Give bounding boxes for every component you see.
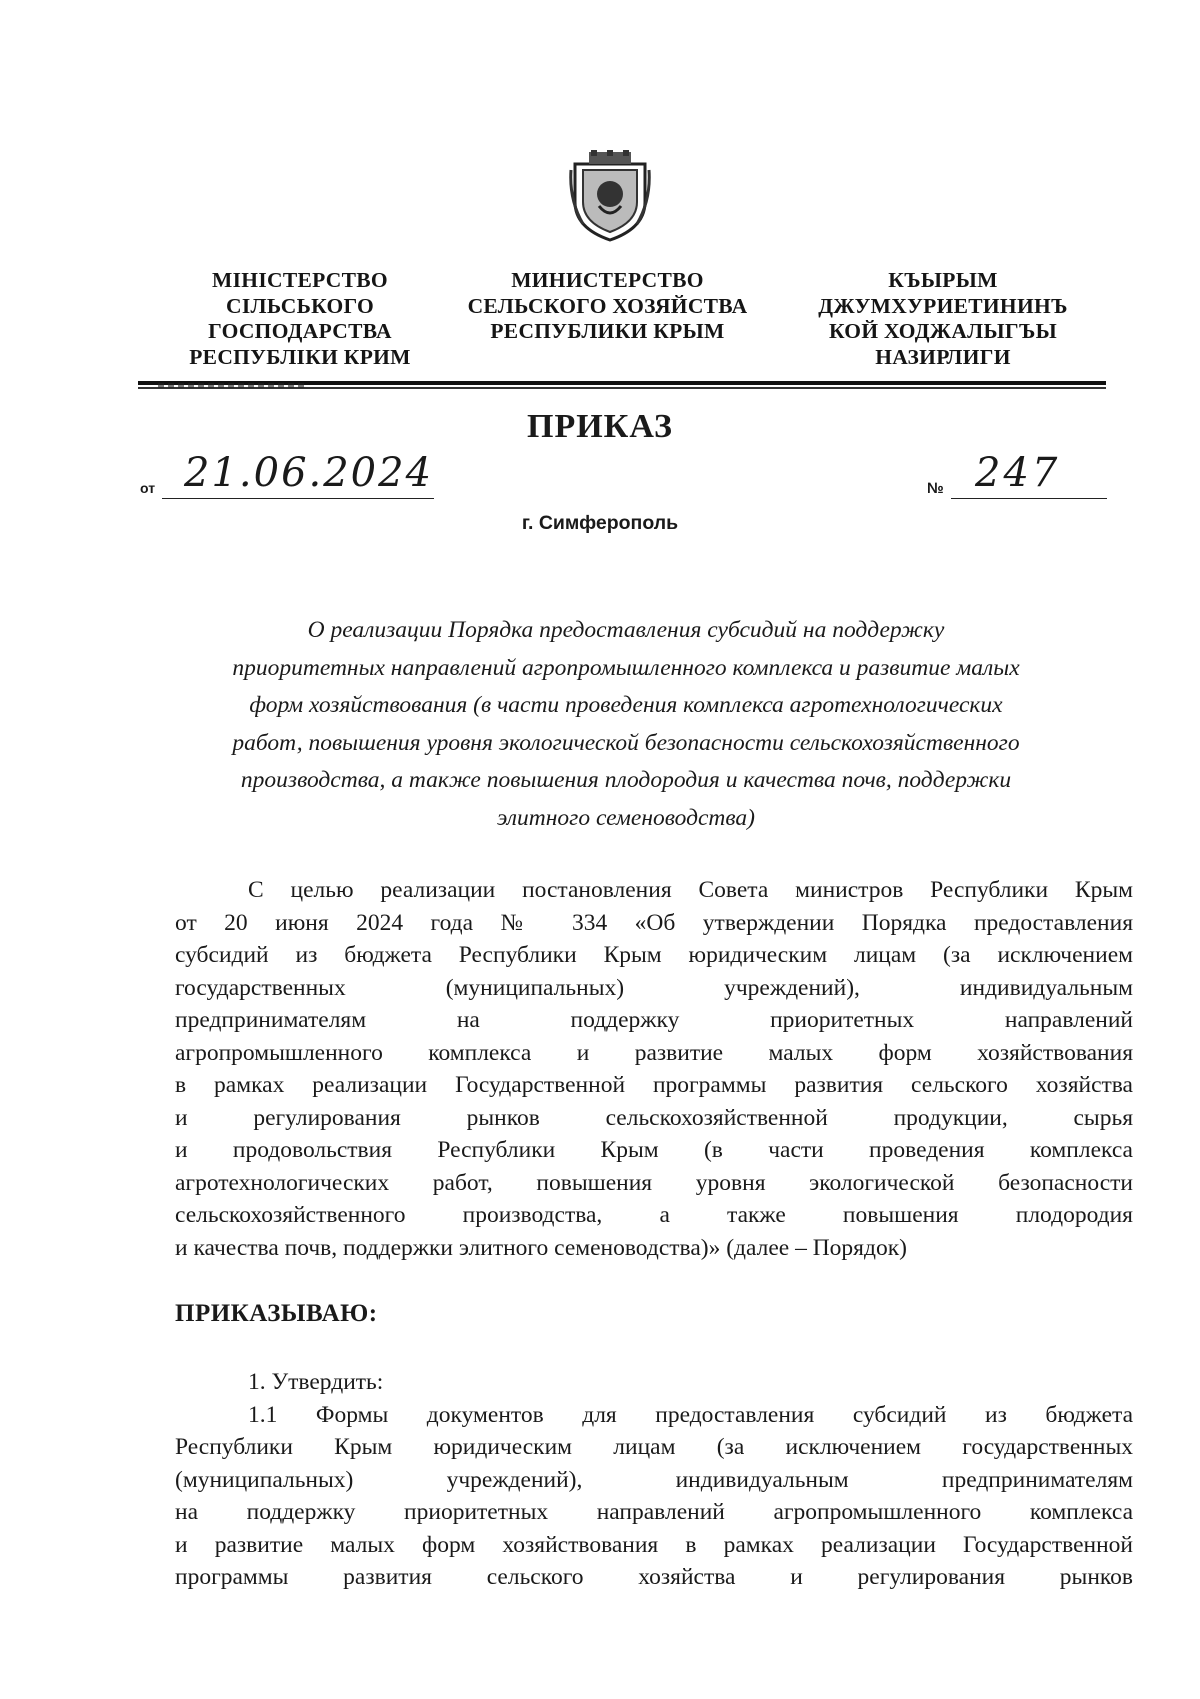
header-line: НАЗИРЛИГИ [875,344,1011,369]
subject-line: элитного семеноводства) [497,804,755,831]
paragraph-line: и развитие малых форм хозяйствования в рамках реализации Государственной [175,1531,1133,1558]
paragraph-line: программы развития сельского хозяйства и регулирования рынков [175,1564,1133,1590]
subject-line: форм хозяйствования (в части проведения комплекса агротехнологических [249,692,1003,719]
paragraph-line: в рамках реализации Государственной программы развития сельского хозяйства [175,1072,1133,1098]
handwritten-date: 21.06.2024 [184,450,434,496]
paragraph-line: от 20 июня 2024 года № 334 «Об утверждении Порядка предоставления [175,909,1133,936]
header-line: ГОСПОДАРСТВА [208,319,392,343]
paragraph-line: и продовольствия Республики Крым (в части проведения комплекса [175,1137,1133,1163]
order-subject [168,612,1084,838]
paragraph-line: государственных (муниципальных) учреждений), индивидуальным [175,974,1133,1001]
paragraph-line: субсидий из бюджета Республики Крым юридическим лицам (за исключением [175,942,1133,968]
subject-line: производства, а также повышения плодородия и качества почв, поддержки [240,767,1012,794]
paragraph-line: агротехнологических работ, повышения уровня экологической безопасности [175,1169,1133,1196]
paragraph-line: агропромышленного комплекса и развитие малых форм хозяйствования [175,1039,1133,1066]
handwritten-number: 247 [975,450,1061,496]
date-field [162,442,434,499]
paragraph-line: предпринимателям на поддержку приоритетных направлений [175,1007,1133,1033]
subject-line: работ, повышения уровня экологической безопасности сельскохозяйственного [232,729,1020,756]
header-line: СЕЛЬСКОГО ХОЗЯЙСТВА [467,293,748,318]
city-location: г. Симферополь [521,512,679,534]
scan-artifact-dashes [158,383,308,388]
subject-line: О реализации Порядка предоставления субсидий на поддержку [307,617,945,643]
paragraph-line: С целью реализации постановления Совета министров Республики Крым [248,877,1133,903]
subject-line: приоритетных направлений агропромышленного комплекса и развитие малых [232,654,1020,681]
header-line: ДЖУМХУРИЕТИНИНЪ [818,293,1068,318]
order-item-1 [175,1366,1133,1594]
paragraph-line: на поддержку приоритетных направлений агропромышленного комплекса [175,1499,1133,1525]
paragraph-line: (муниципальных) учреждений), индивидуальным предпринимателям [175,1466,1133,1493]
coat-of-arms-emblem [569,150,651,242]
header-line: МІНІСТЕРСТВО [212,268,388,292]
header-line: РЕСПУБЛИКИ КРЫМ [490,319,725,343]
header-line: КОЙ ХОДЖАЛЫГЪЫ [828,319,1058,343]
ministry-name-ukrainian [140,268,460,370]
header-line: РЕСПУБЛІКИ КРИМ [189,344,411,369]
document-title: ПРИКАЗ [527,408,673,445]
paragraph-line: и регулирования рынков сельскохозяйственной продукции, сырья [175,1104,1133,1131]
paragraph-line: сельскохозяйственного производства, а также повышения плодородия [175,1202,1133,1228]
order-directive-heading: ПРИКАЗЫВАЮ: [175,1300,378,1327]
paragraph-line: Республики Крым юридическим лицам (за исключением государственных [175,1434,1133,1460]
paragraph-line: 1.1 Формы документов для предоставления субсидий из бюджета [248,1401,1133,1428]
number-label: № [927,480,944,497]
header-line: СІЛЬСЬКОГО [226,293,374,318]
paragraph-line: и качества почв, поддержки элитного семеноводства)» (далее – Порядок) [175,1234,907,1261]
ministry-name-crimean-tatar [778,268,1108,370]
header-line: КЪЫРЫМ [888,268,998,292]
ministry-name-russian [435,268,780,345]
number-field [951,442,1107,499]
item-heading: 1. Утвердить: [248,1369,384,1395]
date-label: от [140,480,156,496]
header-line: МИНИСТЕРСТВО [511,268,704,292]
preamble-paragraph [175,874,1133,1264]
